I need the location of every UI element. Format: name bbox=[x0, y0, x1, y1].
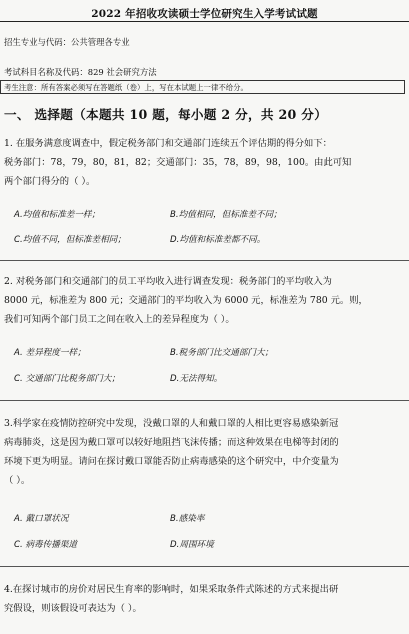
option-b: B.均值相同，但标准差不同； bbox=[170, 210, 282, 220]
question-line: 两个部门得分的（ ）。 bbox=[4, 176, 96, 187]
option-c: C. 病毒传播渠道 bbox=[14, 540, 78, 550]
question-divider bbox=[0, 566, 409, 567]
option-d: D.均值和标准差都不同。 bbox=[170, 235, 266, 245]
question-line: 我们可知两个部门员工之间在收入上的差异程度为（ ）。 bbox=[4, 314, 235, 325]
question-divider bbox=[0, 260, 409, 261]
subject-label: 考试科目名称及代码：829 社会研究方法 bbox=[4, 67, 157, 77]
question-line: 4.在探讨城市的房价对居民生育率的影响时，如果采取条件式陈述的方式来提出研 bbox=[4, 584, 339, 595]
option-d: D.无法得知。 bbox=[170, 374, 223, 384]
question-line: 2. 对税务部门和交通部门的员工平均收入进行调查发现：税务部门的平均收入为 bbox=[4, 276, 332, 287]
major-label: 招生专业与代码：公共管理各专业 bbox=[4, 37, 130, 47]
notice-text: 考生注意：所有答案必须写在答题纸（卷）上，写在本试题上一律不给分。 bbox=[4, 83, 248, 92]
question-line: 究假设，则该假设可表达为（ ）。 bbox=[4, 603, 142, 614]
question-line: 环境下更为明显。请问在探讨戴口罩能否防止病毒感染的这个研究中，中介变量为 bbox=[4, 456, 339, 467]
option-c: C. 交通部门比税务部门大； bbox=[14, 374, 120, 384]
notice-box bbox=[0, 80, 405, 94]
question-line: （ ）。 bbox=[4, 475, 31, 486]
section-heading: 一、 选择题（本题共 10 题，每小题 2 分，共 20 分） bbox=[4, 107, 328, 122]
question-1 bbox=[4, 134, 404, 191]
question-4 bbox=[4, 580, 404, 618]
question-line: 8000 元，标准差为 800 元；交通部门的平均收入为 6000 元，标准差为 780 元。则， bbox=[4, 295, 368, 306]
option-c: C.均值不同，但标准差相同； bbox=[14, 235, 126, 245]
question-divider bbox=[0, 400, 409, 401]
option-b: B.感染率 bbox=[170, 514, 205, 524]
question-2 bbox=[4, 272, 404, 329]
title-divider bbox=[0, 21, 409, 22]
question-3 bbox=[4, 414, 404, 490]
option-d: D.周围环境 bbox=[170, 540, 214, 550]
question-line: 税务部门：78，79，80，81，82；交通部门：35，78，89，98，100。由此可知 bbox=[4, 157, 352, 168]
question-line: 1. 在服务满意度调查中，假定税务部门和交通部门连续五个评估期的得分如下： bbox=[4, 138, 332, 149]
question-line: 3.科学家在疫情防控研究中发现，没戴口罩的人和戴口罩的人相比更容易感染新冠 bbox=[4, 418, 339, 429]
option-a: A. 差异程度一样； bbox=[14, 348, 86, 358]
option-a: A.均值和标准差一样； bbox=[14, 210, 101, 220]
option-a: A. 戴口罩状况 bbox=[14, 514, 69, 524]
question-line: 病毒肺炎，这是因为戴口罩可以较好地阻挡飞沫传播；而这种效果在电梯等封闭的 bbox=[4, 437, 339, 448]
exam-title: 2022 年招收攻读硕士学位研究生入学考试试题 bbox=[91, 8, 318, 20]
option-b: B.税务部门比交通部门大； bbox=[170, 348, 274, 358]
